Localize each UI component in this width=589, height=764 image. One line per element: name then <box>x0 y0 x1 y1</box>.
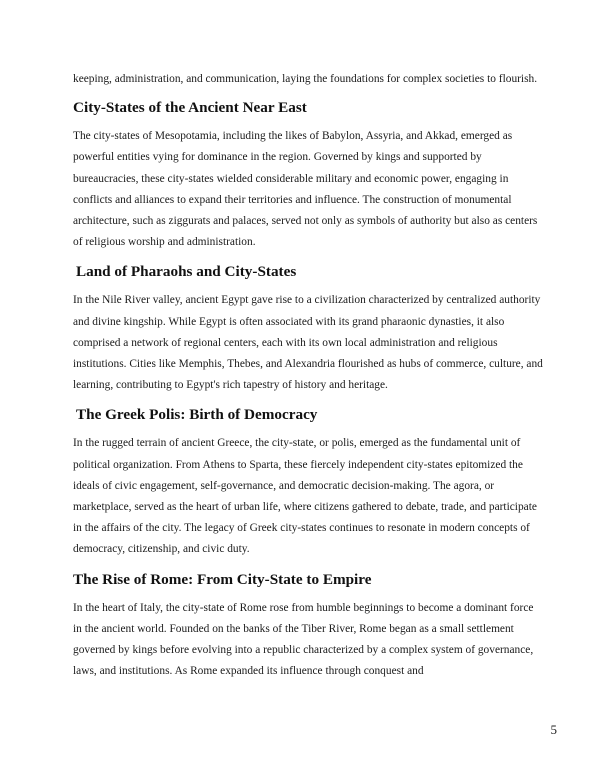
section-greece <box>73 405 545 560</box>
section-egypt <box>73 262 545 396</box>
lead-paragraph: keeping, administration, and communication, laying the foundations for complex societies to flourish. <box>73 73 538 85</box>
section-paragraph: In the heart of Italy, the city-state of Rome rose from humble beginnings to become a dominant force in the ancient world. Founded on the banks of the Tiber River, Rome began as a small settlement governed by kings before evolving into a republic characterized by a complex system of governance, laws, and institutions. As Rome expanded its influence through conquest and <box>73 601 534 678</box>
section-heading: Land of Pharaohs and City-States <box>76 263 297 281</box>
section-paragraph: In the Nile River valley, ancient Egypt gave rise to a civilization characterized by centralized authority and divine kingship. While Egypt is often associated with its grand pharaonic dynasties, it also comprised a network of regional centers, each with its own local administration and religious institutions. Cities like Memphis, Thebes, and Alexandria flourished as hubs of commerce, culture, and learning, contributing to Egypt's rich tapestry of history and heritage. <box>73 294 543 392</box>
section-paragraph: In the rugged terrain of ancient Greece, the city-state, or polis, emerged as the fundamental unit of political organization. From Athens to Sparta, these fiercely independent city-states epitomized the ideals of civic engagement, self-governance, and democratic decision-making. The agora, or marketplace, served as the heart of urban life, where citizens gathered to debate, trade, and participate in the affairs of the city. The legacy of Greek city-states continues to resonate in modern concepts of democracy, citizenship, and civic duty. <box>73 437 537 556</box>
section-heading: The Rise of Rome: From City-State to Empire <box>73 570 372 588</box>
section-near-east <box>73 98 545 253</box>
page-number: 5 <box>550 722 557 737</box>
page-content <box>73 69 545 691</box>
section-heading: City-States of the Ancient Near East <box>73 99 307 117</box>
section-paragraph: The city-states of Mesopotamia, including the likes of Babylon, Assyria, and Akkad, emerged as powerful entities vying for dominance in the region. Governed by kings and supported by bureaucracies, these city-states wielded considerable military and economic power, engaging in conflicts and alliances to expand their territories and influence. The construction of monumental architecture, such as ziggurats and palaces, served not only as symbols of authority but also as centers of religious worship and administration. <box>73 130 538 249</box>
section-rome <box>73 570 545 683</box>
section-heading: The Greek Polis: Birth of Democracy <box>76 406 318 424</box>
